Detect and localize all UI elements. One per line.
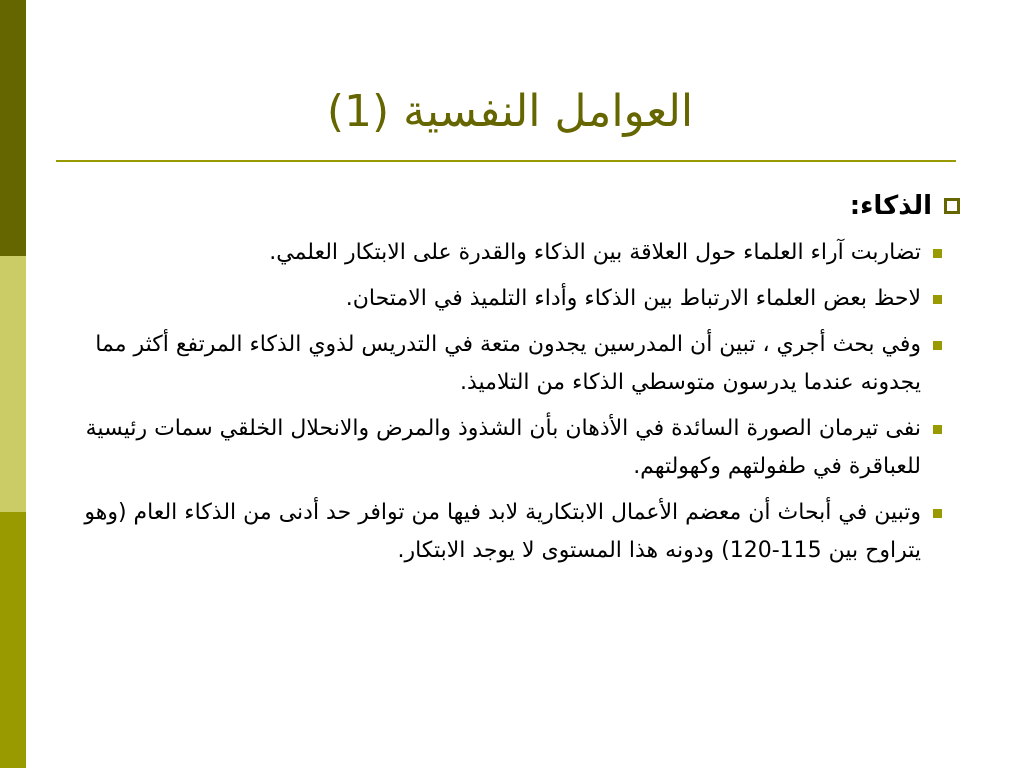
bullet-list xyxy=(70,234,960,570)
section-heading-row xyxy=(70,186,960,226)
side-strip-bottom xyxy=(0,512,26,768)
side-strip-top xyxy=(0,0,26,256)
list-item xyxy=(70,234,960,272)
list-item-text: وفي بحث أجري ، تبين أن المدرسين يجدون متعة في التدريس لذوي الذكاء المرتفع أكثر مما يجدونه عندما يدرسون متوسطي الذكاء من التلاميذ. xyxy=(95,332,921,395)
side-strip-middle xyxy=(0,256,26,512)
list-item-text: تضاربت آراء العلماء حول العلاقة بين الذكاء والقدرة على الابتكار العلمي. xyxy=(269,240,921,265)
list-item-text: وتبين في أبحاث أن معضم الأعمال الابتكارية لابد فيها من توافر حد أدنى من الذكاء العام (وهو يتراوح بين 115-120) ودونه هذا المستوى لا يوجد الابتكار. xyxy=(84,500,921,563)
list-item xyxy=(70,326,960,402)
section-heading: الذكاء: xyxy=(849,191,932,221)
title-divider xyxy=(56,160,956,162)
square-bullet-icon xyxy=(933,425,942,434)
list-item xyxy=(70,280,960,318)
list-item-text: نفى تيرمان الصورة السائدة في الأذهان بأن الشذوذ والمرض والانحلال الخلقي سمات رئيسية للعباقرة في طفولتهم وكهولتهم. xyxy=(85,416,921,479)
square-bullet-icon xyxy=(933,249,942,258)
slide-title: العوامل النفسية (1) xyxy=(326,86,694,137)
square-outline-bullet-icon xyxy=(944,198,960,214)
square-bullet-icon xyxy=(933,509,942,518)
square-bullet-icon xyxy=(933,295,942,304)
list-item-text: لاحظ بعض العلماء الارتباط بين الذكاء وأداء التلميذ في الامتحان. xyxy=(345,286,921,311)
list-item xyxy=(70,494,960,570)
list-item xyxy=(70,410,960,486)
square-bullet-icon xyxy=(933,341,942,350)
slide-content xyxy=(70,186,960,578)
